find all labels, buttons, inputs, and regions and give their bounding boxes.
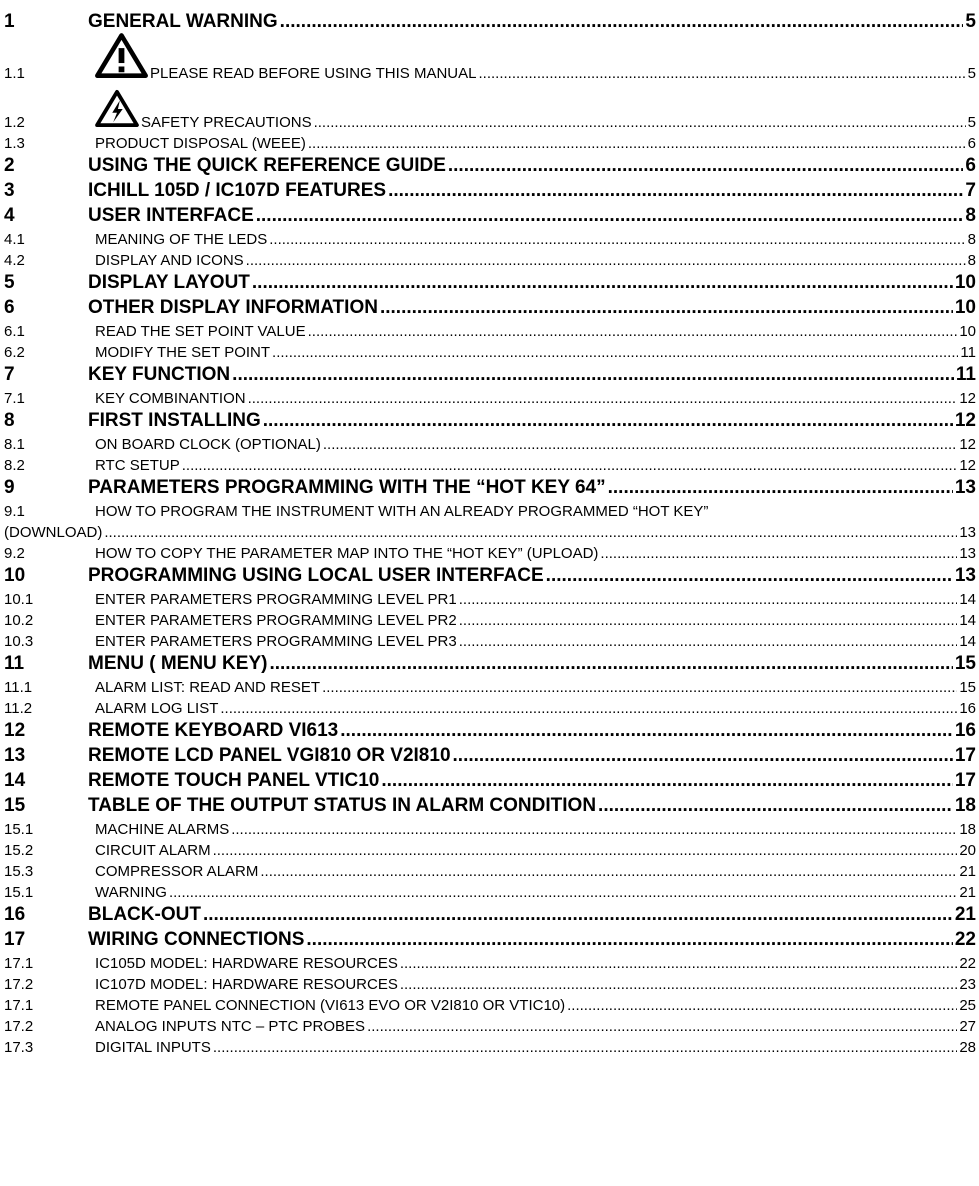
toc-entry-number: 15	[4, 795, 26, 816]
toc-entry-number: 10.2	[4, 612, 34, 629]
dot-leader	[459, 633, 958, 650]
toc-entry-page: 7	[965, 180, 976, 201]
toc-entry-number: 6	[4, 297, 15, 318]
toc-entry-page: 10	[954, 272, 976, 293]
dot-leader	[280, 11, 964, 33]
toc-entry-title: ENTER PARAMETERS PROGRAMMING LEVEL PR2	[95, 612, 457, 629]
toc-entry-title: ICHILL 105D / IC107D FEATURES	[88, 180, 387, 201]
toc-chapter[interactable]	[4, 407, 976, 432]
toc-entry-number: 3	[4, 180, 15, 201]
toc-entry-number: 17.1	[4, 997, 34, 1014]
toc-entry-page: 8	[967, 252, 976, 269]
toc-entry-number: 17.2	[4, 1018, 34, 1035]
toc-entry[interactable]	[4, 499, 976, 541]
toc-entry-page: 21	[959, 863, 976, 880]
toc-section[interactable]	[4, 248, 976, 269]
toc-entry-number: 17.1	[4, 955, 34, 972]
toc-entry-number: 4	[4, 205, 15, 226]
toc-entry-number: 9.2	[4, 545, 25, 562]
dot-leader	[323, 436, 957, 453]
toc-section[interactable]	[4, 33, 976, 82]
toc-entry-number: 1.1	[4, 65, 25, 82]
toc-entry-title: ALARM LIST: READ AND RESET	[95, 679, 321, 696]
toc-entry-title: IC105D MODEL: HARDWARE RESOURCES	[95, 955, 398, 972]
dot-leader	[380, 297, 953, 319]
toc-entry-title: FIRST INSTALLING	[88, 410, 261, 431]
dot-leader	[182, 457, 958, 474]
toc-entry-number: 7	[4, 364, 15, 385]
toc-entry-title: WIRING CONNECTIONS	[88, 929, 305, 950]
dot-leader	[400, 976, 957, 993]
toc-entry-title: SAFETY PRECAUTIONS	[141, 114, 312, 131]
toc-entry-number: 4.1	[4, 231, 25, 248]
toc-entry-number: 10.3	[4, 633, 34, 650]
toc-entry-page: 8	[965, 205, 976, 226]
toc-entry-page: 14	[959, 591, 976, 608]
toc-entry-title: COMPRESSOR ALARM	[95, 863, 259, 880]
dot-leader	[400, 955, 957, 972]
toc-entry-page: 17	[954, 745, 976, 766]
toc-chapter[interactable]	[4, 269, 976, 294]
toc-entry-page: 15	[959, 679, 976, 696]
dot-leader	[598, 795, 953, 817]
toc-section[interactable]	[4, 541, 976, 562]
dot-leader	[381, 770, 952, 792]
toc-section[interactable]	[4, 1014, 976, 1035]
toc-entry-title: USING THE QUICK REFERENCE GUIDE	[88, 155, 446, 176]
dot-leader	[388, 180, 963, 202]
toc-entry-page: 11	[955, 364, 976, 385]
toc-entry-title: KEY COMBINANTION	[95, 390, 246, 407]
toc-entry-title: PRODUCT DISPOSAL (WEEE)	[95, 135, 306, 152]
dot-leader	[248, 390, 958, 407]
dot-leader	[104, 524, 957, 541]
toc-chapter[interactable]	[4, 294, 976, 319]
toc-entry-title: CIRCUIT ALARM	[95, 842, 211, 859]
toc-entry-page: 10	[954, 297, 976, 318]
toc-entry-title: PROGRAMMING USING LOCAL USER INTERFACE	[88, 565, 544, 586]
toc-entry-page: 18	[954, 795, 976, 816]
toc-chapter[interactable]	[4, 901, 976, 926]
toc-chapter[interactable]	[4, 361, 976, 386]
dot-leader	[213, 1039, 957, 1056]
toc-entry-page: 25	[959, 997, 976, 1014]
toc-section[interactable]	[4, 696, 976, 717]
toc-section[interactable]	[4, 859, 976, 880]
toc-entry-number: 2	[4, 155, 15, 176]
toc-section[interactable]	[4, 386, 976, 407]
toc-entry-title: HOW TO PROGRAM THE INSTRUMENT WITH AN ALREADY PROGRAMMED “HOT KEY”	[95, 503, 709, 520]
toc-entry-page: 12	[959, 436, 976, 453]
dot-leader	[232, 364, 954, 386]
toc-entry-title: READ THE SET POINT VALUE	[95, 323, 306, 340]
toc-section[interactable]	[4, 993, 976, 1014]
toc-section[interactable]	[4, 629, 976, 650]
dot-leader	[459, 591, 958, 608]
toc-entry-number: 1	[4, 11, 15, 32]
toc-entry-page: 5	[967, 65, 976, 82]
dot-leader	[213, 842, 958, 859]
toc-entry-page: 22	[954, 929, 976, 950]
toc-entry-title: REMOTE TOUCH PANEL VTIC10	[88, 770, 380, 791]
toc-entry-number: 1.2	[4, 114, 25, 131]
toc-entry-title: GENERAL WARNING	[88, 11, 278, 32]
toc-chapter[interactable]	[4, 650, 976, 675]
dot-leader	[478, 65, 965, 82]
toc-entry-number: 17.3	[4, 1039, 34, 1056]
toc-entry-number: 11	[4, 653, 25, 674]
toc-entry-title: REMOTE LCD PANEL VGI810 OR V2I810	[88, 745, 451, 766]
toc-entry-title: HOW TO COPY THE PARAMETER MAP INTO THE “HOT KEY” (UPLOAD)	[95, 545, 599, 562]
toc-entry-title: PARAMETERS PROGRAMMING WITH THE “HOT KEY 64”	[88, 477, 606, 498]
toc-entry-title: MACHINE ALARMS	[95, 821, 230, 838]
toc-entry-number: 9.1	[4, 503, 25, 520]
toc-entry-title: ON BOARD CLOCK (OPTIONAL)	[95, 436, 321, 453]
dot-leader	[269, 653, 952, 675]
toc-entry-title: ENTER PARAMETERS PROGRAMMING LEVEL PR3	[95, 633, 457, 650]
toc-entry-number: 6.1	[4, 323, 25, 340]
dot-leader	[459, 612, 958, 629]
warning-exclamation-icon	[95, 32, 148, 82]
toc-entry-page: 8	[967, 231, 976, 248]
toc-section[interactable]	[4, 453, 976, 474]
dot-leader	[546, 565, 953, 587]
toc-entry-title: IC107D MODEL: HARDWARE RESOURCES	[95, 976, 398, 993]
toc-chapter[interactable]	[4, 767, 976, 792]
toc-section[interactable]	[4, 319, 976, 340]
toc-entry-number: 11.2	[4, 700, 33, 717]
toc-entry-title: PLEASE READ BEFORE USING THIS MANUAL	[150, 65, 477, 82]
toc-entry-page: 13	[959, 545, 976, 562]
toc-entry-page: 15	[954, 653, 976, 674]
dot-leader	[308, 323, 958, 340]
toc-chapter[interactable]	[4, 152, 976, 177]
toc-entry-title: REMOTE KEYBOARD VI613	[88, 720, 339, 741]
toc-entry-page: 6	[967, 135, 976, 152]
dot-leader	[308, 135, 966, 152]
toc-entry-number: 11.1	[4, 679, 33, 696]
toc-entry-page: 21	[954, 904, 976, 925]
toc-entry-page: 5	[965, 11, 976, 32]
toc-section[interactable]	[4, 131, 976, 152]
dot-leader	[608, 477, 953, 499]
toc-entry-title: ANALOG INPUTS NTC – PTC PROBES	[95, 1018, 366, 1035]
toc-entry-number: 10	[4, 565, 26, 586]
toc-section[interactable]	[4, 951, 976, 972]
toc-chapter[interactable]	[4, 474, 976, 499]
dot-leader	[252, 272, 953, 294]
dot-leader	[231, 821, 957, 838]
dot-leader	[272, 344, 958, 361]
toc-entry-number: 4.2	[4, 252, 25, 269]
toc-entry-title: MODIFY THE SET POINT	[95, 344, 271, 361]
toc-entry-page: 5	[967, 114, 976, 131]
toc-section[interactable]	[4, 340, 976, 361]
toc-entry-title: KEY FUNCTION	[88, 364, 231, 385]
toc-entry-title: WARNING	[95, 884, 167, 901]
toc-section[interactable]	[4, 432, 976, 453]
toc-entry-number: 9	[4, 477, 15, 498]
toc-entry-page: 18	[959, 821, 976, 838]
dot-leader	[260, 863, 957, 880]
toc-entry-title: BLACK-OUT	[88, 904, 201, 925]
toc-entry-page: 6	[965, 155, 976, 176]
toc-entry-page: 16	[954, 720, 976, 741]
toc-entry-page: 13	[954, 477, 976, 498]
dot-leader	[203, 904, 953, 926]
toc-entry-page: 14	[959, 612, 976, 629]
toc-section[interactable]	[4, 675, 976, 696]
toc-entry-title: MENU ( MENU KEY)	[88, 653, 268, 674]
toc-entry-title: DIGITAL INPUTS	[95, 1039, 211, 1056]
toc-entry-number: 16	[4, 904, 26, 925]
dot-leader	[306, 929, 952, 951]
toc-entry-page: 21	[959, 884, 976, 901]
toc-entry-number: 15.1	[4, 821, 34, 838]
toc-entry-number: 15.1	[4, 884, 34, 901]
toc-section[interactable]	[4, 838, 976, 859]
toc-entry-title: REMOTE PANEL CONNECTION (VI613 EVO OR V2I810 OR VTIC10)	[95, 997, 566, 1014]
toc-entry-number: 8.1	[4, 436, 25, 453]
toc-entry-number: 6.2	[4, 344, 25, 361]
toc-entry-page: 11	[960, 344, 976, 361]
toc-entry-title: ALARM LOG LIST	[95, 700, 219, 717]
toc-entry-title-continued: (DOWNLOAD)	[4, 524, 103, 541]
toc-section[interactable]	[4, 82, 976, 131]
dot-leader	[314, 114, 966, 131]
toc-entry-page: 10	[959, 323, 976, 340]
dot-leader	[263, 410, 953, 432]
toc-section[interactable]	[4, 972, 976, 993]
toc-entry-number: 7.1	[4, 390, 25, 407]
toc-entry-page: 28	[959, 1039, 976, 1056]
toc-entry-number: 15.3	[4, 863, 34, 880]
dot-leader	[220, 700, 957, 717]
toc-entry-page: 23	[959, 976, 976, 993]
toc-chapter[interactable]	[4, 926, 976, 951]
dot-leader	[322, 679, 957, 696]
toc-entry-title: MEANING OF THE LEDS	[95, 231, 268, 248]
toc-entry-page: 13	[954, 565, 976, 586]
toc-entry-number: 12	[4, 720, 26, 741]
toc-entry-title: OTHER DISPLAY INFORMATION	[88, 297, 378, 318]
toc-chapter[interactable]	[4, 8, 976, 33]
toc-entry-page: 12	[954, 410, 976, 431]
toc-entry-number: 14	[4, 770, 26, 791]
toc-entry-number: 1.3	[4, 135, 25, 152]
dot-leader	[340, 720, 953, 742]
dot-leader	[169, 884, 957, 901]
toc-entry-title: RTC SETUP	[95, 457, 180, 474]
toc-section[interactable]	[4, 1035, 976, 1056]
toc-entry-page: 13	[959, 524, 976, 541]
toc-entry-title: DISPLAY LAYOUT	[88, 272, 250, 293]
toc-entry-page: 14	[959, 633, 976, 650]
toc-entry-title: USER INTERFACE	[88, 205, 254, 226]
toc-chapter[interactable]	[4, 562, 976, 587]
toc-entry-title: TABLE OF THE OUTPUT STATUS IN ALARM CONDITION	[88, 795, 597, 816]
table-of-contents	[4, 8, 976, 1056]
dot-leader	[448, 155, 964, 177]
toc-entry-number: 8	[4, 410, 15, 431]
toc-entry-page: 16	[959, 700, 976, 717]
toc-entry-number: 13	[4, 745, 26, 766]
toc-entry-number: 17.2	[4, 976, 34, 993]
toc-entry-page: 12	[959, 457, 976, 474]
toc-section[interactable]	[4, 608, 976, 629]
toc-entry-page: 12	[959, 390, 976, 407]
toc-section[interactable]	[4, 817, 976, 838]
toc-section[interactable]	[4, 587, 976, 608]
toc-entry-title: DISPLAY AND ICONS	[95, 252, 244, 269]
toc-entry-page: 17	[954, 770, 976, 791]
toc-section[interactable]	[4, 880, 976, 901]
dot-leader	[246, 252, 966, 269]
toc-chapter[interactable]	[4, 717, 976, 742]
dot-leader	[567, 997, 957, 1014]
warning-electric-icon	[95, 89, 139, 131]
toc-chapter[interactable]	[4, 792, 976, 817]
dot-leader	[453, 745, 953, 767]
dot-leader	[256, 205, 964, 227]
dot-leader	[269, 231, 965, 248]
toc-entry-page: 27	[959, 1018, 976, 1035]
toc-entry-number: 17	[4, 929, 26, 950]
toc-entry-number: 15.2	[4, 842, 34, 859]
toc-entry-number: 10.1	[4, 591, 34, 608]
dot-leader	[600, 545, 957, 562]
toc-chapter[interactable]	[4, 742, 976, 767]
toc-entry-title: ENTER PARAMETERS PROGRAMMING LEVEL PR1	[95, 591, 457, 608]
toc-entry-page: 22	[959, 955, 976, 972]
toc-chapter[interactable]	[4, 177, 976, 202]
toc-section[interactable]	[4, 227, 976, 248]
toc-entry-page: 20	[959, 842, 976, 859]
dot-leader	[367, 1018, 957, 1035]
toc-entry-number: 5	[4, 272, 15, 293]
toc-entry-number: 8.2	[4, 457, 25, 474]
toc-chapter[interactable]	[4, 202, 976, 227]
